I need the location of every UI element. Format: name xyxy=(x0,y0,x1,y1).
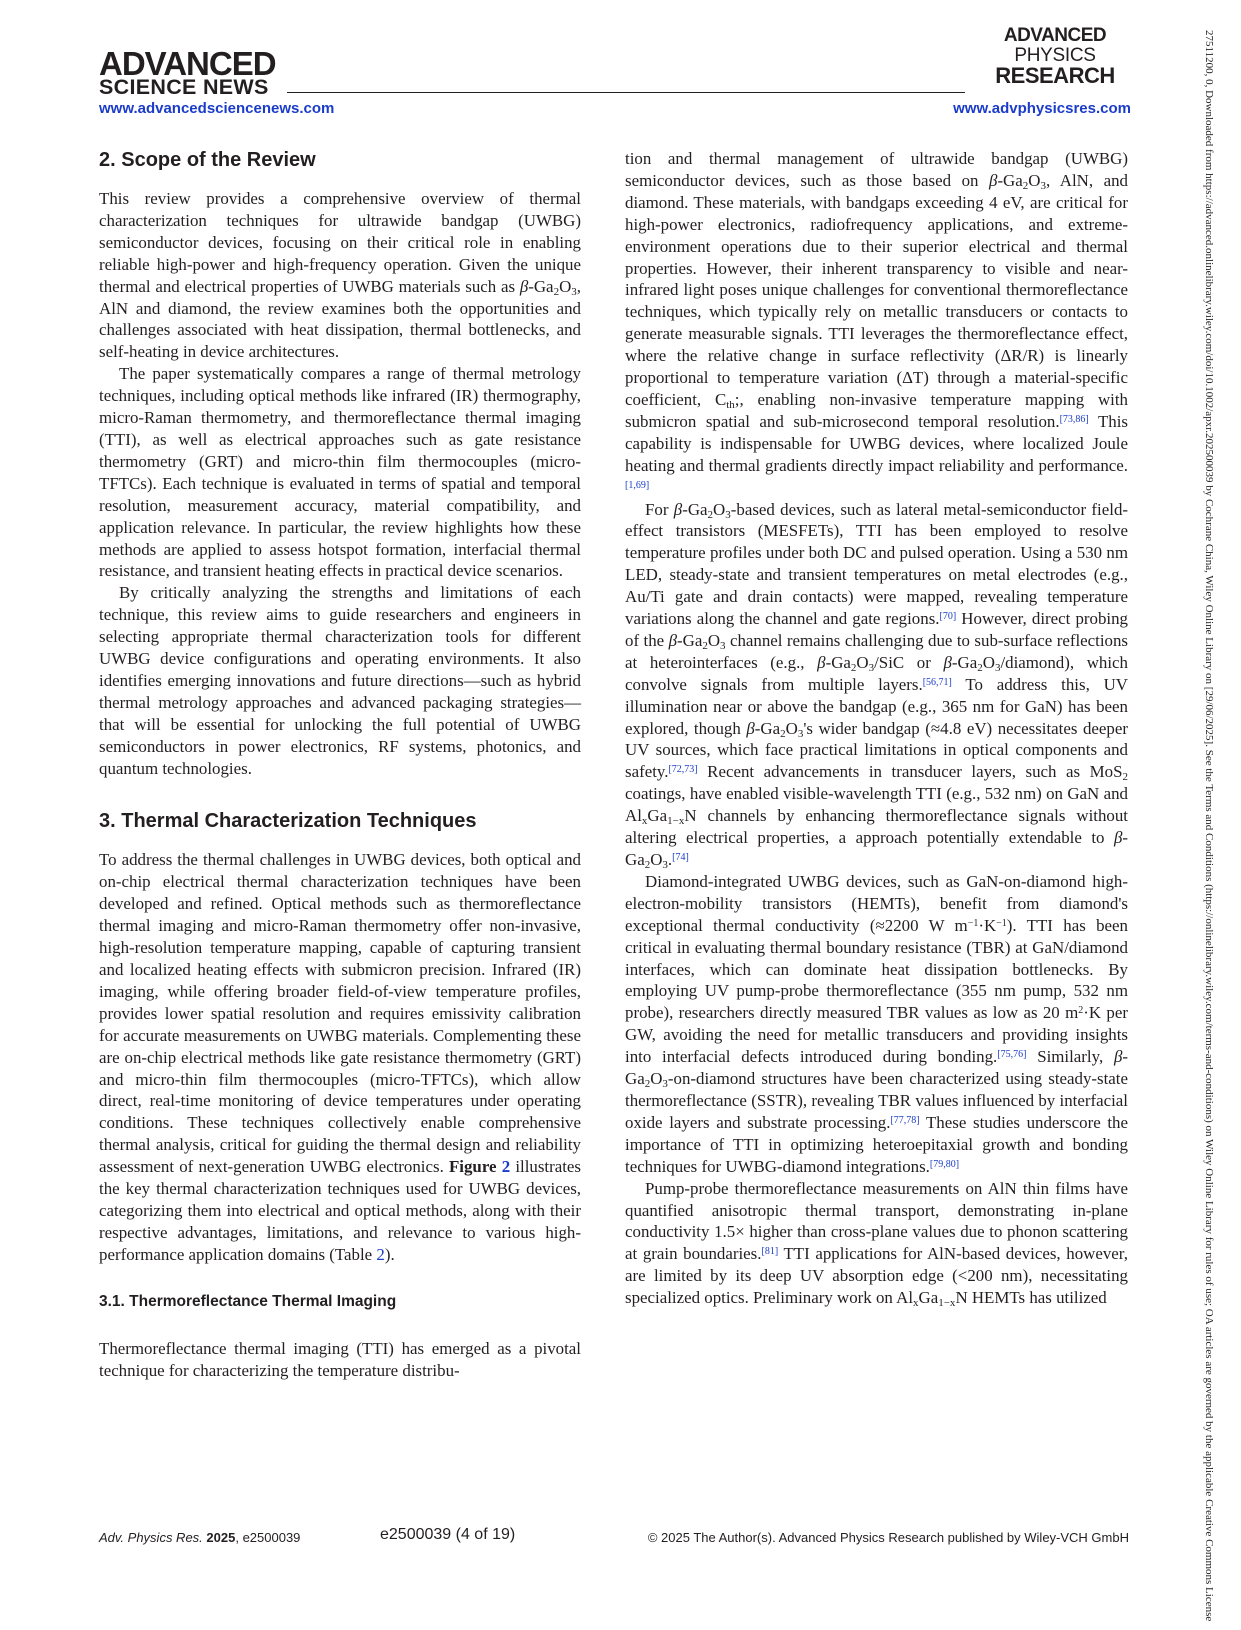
journal-logo xyxy=(985,26,1125,87)
paragraph: The paper systematically compares a range of thermal metrology techniques, including optical methods like infrared (IR) thermography, micro-Raman thermometry, and thermoreflectance thermal imaging (TTI), as well as electrical approaches such as gate resistance thermometry (GRT) and micro-thin film thermocouples (micro-TFTCs). Each technique is evaluated in terms of spatial and temporal resolution, measurement accuracy, material compatibility, and application relevance. In particular, the review highlights how these methods are applied to assess hotspot formation, interfacial thermal resistance, and transient heating effects in practical device scenarios. xyxy=(99,364,581,581)
footer-article: , e2500039 xyxy=(235,1530,301,1545)
footer-copyright: © 2025 The Author(s). Advanced Physics Research published by Wiley-VCH GmbH xyxy=(647,1530,1129,1545)
subsection-heading-tti: 3.1. Thermoreflectance Thermal Imaging xyxy=(99,1292,397,1310)
section-heading-scope: 2. Scope of the Review xyxy=(99,149,316,171)
footer-page-number: e2500039 (4 of 19) xyxy=(380,1526,516,1543)
paragraph: By critically analyzing the strengths and limitations of each technique, this review aims to guide researchers and engineers in selecting appropriate thermal characterization tools for different UWBG device configurations and operating environments. It also identifies emerging innovations and future directions—such as hybrid thermal metrology approaches and advanced packaging strategies—that will be essential for unlocking the full potential of UWBG semiconductors in power electronics, RF systems, photonics, and quantum technologies. xyxy=(99,583,581,778)
logo-right-line1: ADVANCED xyxy=(1003,25,1107,46)
publisher-logo xyxy=(99,47,276,99)
footer-year: 2025 xyxy=(206,1530,236,1545)
header-rule xyxy=(287,92,965,93)
logo-left-line1: ADVANCED xyxy=(99,45,276,82)
section-heading-thermal: 3. Thermal Characterization Techniques xyxy=(99,810,477,833)
paragraph: This review provides a comprehensive overview of thermal characterization techniques for ultrawide bandgap (UWBG) semiconductor devices, focusing on their critical role in enabling reliable high-power and high-frequency operation. Given the unique thermal and electrical properties of UWBG materials such as $\beta-Ga_2O_3$, AlN and diamond, the review examines both the opportunities and challenges associated with heat dissipation, thermal bottlenecks, and self-heating in device architectures. xyxy=(99,189,581,362)
footer-journal: Adv. Physics Res. xyxy=(99,1530,203,1545)
publisher-url-link[interactable]: www.advancedsciencenews.com xyxy=(99,100,335,117)
logo-right-line2: PHYSICS xyxy=(1014,45,1096,66)
right-column xyxy=(625,148,1128,1309)
footer-citation xyxy=(99,1530,300,1545)
paragraph: tion and thermal management of ultrawide bandgap (UWBG) semiconductor devices, such as those based on $\beta-Ga_2O_3$, AlN, and diamond. These materials, with bandgaps exceeding 4 eV, are critical for high-power electronics, radiofrequency applications, and extreme-environment operations due to their superior electrical and thermal properties. However, their inherent transparency to visible and near-infrared light poses unique challenges for conventional thermoreflectance techniques, which typically rely on metallic transducers or contacts to generate measurable signals. TTI leverages the thermoreflectance effect, where the relative change in surface reflectivity (ΔR/R) is linearly proportional to temperature variation (ΔT) through a material-specific coefficient, $C_{th}$;, enabling non-invasive temperature mapping with submicron spatial and sub-microsecond temporal resolution.[73,86] This capability is indispensable for UWBG devices, where localized Joule heating and thermal gradients directly impact reliability and performance.[1,69] xyxy=(625,149,1129,491)
download-notice: 27511200, 0, Downloaded from https://advanced.onlinelibrary.wiley.com/doi/10.1002/apxr.202500039 by Cochrane China, Wiley Online Library on [29/06/2025]. See the Terms and Conditions (https://onlinelibrary.wiley.com/terms-and-conditions) on Wiley Online Library for rules of use; OA articles are governed by the applicable Creative Commons License xyxy=(1203,30,1215,1622)
paragraph: For $\beta-Ga_2O_3$-based devices, such as lateral metal-semiconductor field-effect transistors (MESFETs), TTI has been employed to resolve temperature profiles under both DC and pulsed operation. Using a 530 nm LED, steady-state and transient temperatures on metal electrodes (e.g., Au/Ti gate and drain contacts) were mapped, revealing temperature variations along the channel and gate regions.[70] However, direct probing of the $\beta-Ga_2O_3$ channel remains challenging due to sub-surface reflections at heterointerfaces (e.g., $\beta-Ga_2O_3$/SiC or $\beta-Ga_2O_3/diamond$), which convolve signals from multiple layers.[56,71] To address this, UV illumination near or above the bandgap (e.g., 365 nm for GaN) has been explored, though $\beta-Ga_2O_3's$ wider bandgap (≈4.8 eV) necessitates deeper UV sources, which face practical limitations in optical components and safety.[72,73] Recent advancements in transducer layers, such as MoS$_2$ coatings, have enabled visible-wavelength TTI (e.g., 532 nm) on GaN and $Al_xGa_{1-x}N$ channels by enhancing thermoreflectance signals without altering electrical properties, a approach potentially extendable to $\beta-Ga_2O_3.[74]$ xyxy=(625,499,1129,871)
paragraph: Diamond-integrated UWBG devices, such as GaN-on-diamond high-electron-mobility transistors (HEMTs), benefit from diamond's exceptional thermal conductivity (≈2200 W $m^{-1}\cdot K^{-1}$). TTI has been critical in evaluating thermal boundary resistance (TBR) at GaN/diamond interfaces, which can dominate heat dissipation bottlenecks. By employing UV pump-probe thermoreflectance (355 nm pump, 532 nm probe), researchers directly measured TBR values as low as 20 $m^2\cdot K$ per GW, avoiding the need for metallic transducers and providing insights into interfacial defects introduced during bonding.[75,76] Similarly, $\beta-Ga_2O_3-on$-diamond structures have been characterized using steady-state thermoreflectance (SSTR), revealing TBR values influenced by interfacial oxide layers and substrate processing.[77,78] These studies underscore the importance of TTI in optimizing heteroepitaxial growth and bonding techniques for UWBG-diamond integrations.[79,80] xyxy=(625,871,1128,1176)
paragraph: Pump-probe thermoreflectance measurements on AlN thin films have quantified anisotropic thermal transport, demonstrating in-plane conductivity 1.5× higher than cross-plane values due to phonon scattering at grain boundaries.[81] TTI applications for AlN-based devices, however, are limited by its deep UV absorption edge (<200 nm), necessitating specialized optics. Preliminary work on $Al_xGa_{1-x}N$ HEMTs has utilized xyxy=(625,1178,1128,1310)
logo-right-line3: RESEARCH xyxy=(995,63,1115,88)
paragraph: Thermoreflectance thermal imaging (TTI) has emerged as a pivotal technique for characterizing the temperature distribu- xyxy=(99,1338,581,1380)
paragraph: To address the thermal challenges in UWBG devices, both optical and on-chip electrical thermal characterization techniques have been developed and refined. Optical methods such as thermoreflectance thermal imaging and micro-Raman thermometry offer non-invasive, high-resolution temperature mapping, capable of capturing transient and localized heating effects with submicron precision. Infrared (IR) imaging, while offering broader field-of-view temperature profiles, provides lower spatial resolution and requires emissivity calibration for accurate measurements on UWBG materials. Complementing these are on-chip electrical methods like gate resistance thermometry (GRT) and micro-thin film thermocouples (micro-TFTCs), which allow direct, real-time monitoring of device temperatures under operating conditions. These techniques collectively enable comprehensive thermal analysis, critical for guiding the thermal design and reliability assessment of next-generation UWBG electronics. Figure 2 illustrates the key thermal characterization techniques used for UWBG devices, categorizing them into electrical and optical methods, along with their respective advantages, limitations, and relevance to various high-performance application domains (Table 2). xyxy=(99,850,581,1264)
left-column xyxy=(99,148,581,1382)
journal-url-link[interactable]: www.advphysicsres.com xyxy=(953,100,1131,117)
logo-left-line2: SCIENCE NEWS xyxy=(99,75,269,99)
